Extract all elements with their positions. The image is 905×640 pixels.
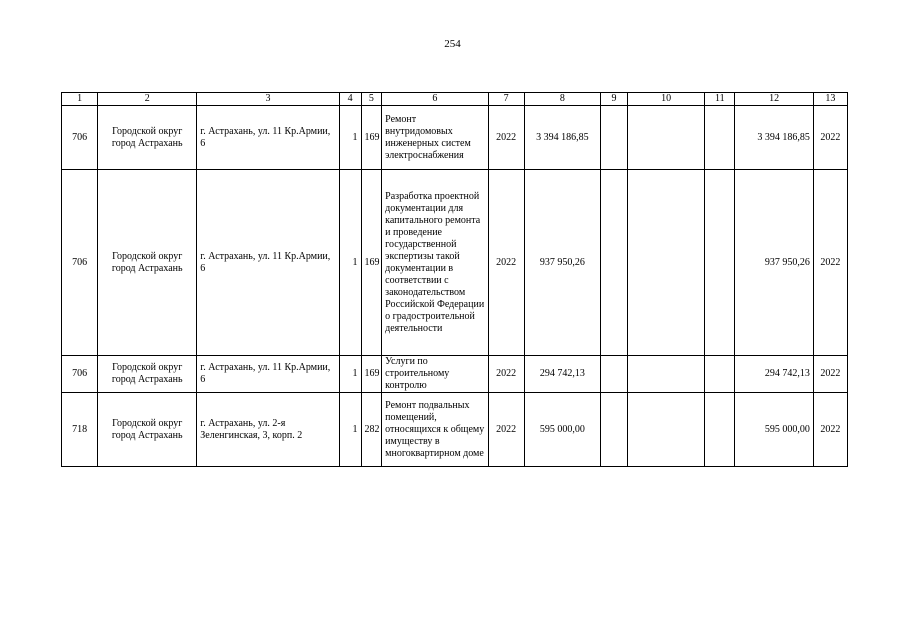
- column-number-2: 2: [98, 93, 197, 106]
- cell-total: 3 394 186,85: [735, 106, 813, 170]
- cell-end-year: 2022: [813, 170, 847, 356]
- table-row: [62, 106, 848, 170]
- column-number-11: 11: [705, 93, 735, 106]
- cell-col11: [705, 170, 735, 356]
- cell-col9: [601, 106, 628, 170]
- column-number-row: [62, 93, 848, 106]
- cell-work-type: Разработка проектной документации для капитального ремонта и проведение государственной экспертизы такой документации в соответствии с законодательством Российской Федерации о градостроительной деятельности: [382, 170, 488, 356]
- cell-municipality: Городской округ город Астрахань: [98, 106, 197, 170]
- column-number-10: 10: [627, 93, 704, 106]
- column-number-4: 4: [339, 93, 361, 106]
- cell-col11: [705, 356, 735, 393]
- cell-address: г. Астрахань, ул. 11 Кр.Армии, 6: [197, 106, 340, 170]
- cell-col11: [705, 393, 735, 467]
- cell-col10: [627, 106, 704, 170]
- cell-year: 2022: [488, 393, 524, 467]
- cell-cost: 294 742,13: [524, 356, 600, 393]
- cell-address: г. Астрахань, ул. 11 Кр.Армии, 6: [197, 170, 340, 356]
- cell-total: 294 742,13: [735, 356, 813, 393]
- column-number-8: 8: [524, 93, 600, 106]
- cell-col5: 282: [361, 393, 382, 467]
- cell-total: 937 950,26: [735, 170, 813, 356]
- cell-work-type: Ремонт внутридомовых инженерных систем электроснабжения: [382, 106, 488, 170]
- column-number-13: 13: [813, 93, 847, 106]
- cell-col10: [627, 356, 704, 393]
- cell-col10: [627, 170, 704, 356]
- cell-number: 718: [62, 393, 98, 467]
- cell-col9: [601, 170, 628, 356]
- table-row: [62, 356, 848, 393]
- cell-col4: 1: [339, 106, 361, 170]
- cell-col4: 1: [339, 393, 361, 467]
- cell-work-type: Ремонт подвальных помещений, относящихся к общему имуществу в многоквартирном доме: [382, 393, 488, 467]
- cell-col5: 169: [361, 170, 382, 356]
- cell-number: 706: [62, 106, 98, 170]
- table-row: [62, 393, 848, 467]
- cell-end-year: 2022: [813, 106, 847, 170]
- column-number-3: 3: [197, 93, 340, 106]
- cell-total: 595 000,00: [735, 393, 813, 467]
- cell-work-type: Услуги по строительному контролю: [382, 356, 488, 393]
- cell-col4: 1: [339, 170, 361, 356]
- cell-col9: [601, 356, 628, 393]
- repair-schedule-table: [61, 92, 848, 467]
- column-number-12: 12: [735, 93, 813, 106]
- column-number-9: 9: [601, 93, 628, 106]
- table-row: [62, 170, 848, 356]
- cell-year: 2022: [488, 170, 524, 356]
- cell-col10: [627, 393, 704, 467]
- cell-address: г. Астрахань, ул. 11 Кр.Армии, 6: [197, 356, 340, 393]
- cell-number: 706: [62, 170, 98, 356]
- cell-col4: 1: [339, 356, 361, 393]
- cell-col5: 169: [361, 356, 382, 393]
- column-number-6: 6: [382, 93, 488, 106]
- cell-cost: 937 950,26: [524, 170, 600, 356]
- cell-end-year: 2022: [813, 356, 847, 393]
- cell-municipality: Городской округ город Астрахань: [98, 393, 197, 467]
- cell-col11: [705, 106, 735, 170]
- column-number-7: 7: [488, 93, 524, 106]
- cell-municipality: Городской округ город Астрахань: [98, 170, 197, 356]
- cell-col5: 169: [361, 106, 382, 170]
- cell-cost: 3 394 186,85: [524, 106, 600, 170]
- column-number-5: 5: [361, 93, 382, 106]
- cell-address: г. Астрахань, ул. 2-я Зеленгинская, 3, корп. 2: [197, 393, 340, 467]
- cell-municipality: Городской округ город Астрахань: [98, 356, 197, 393]
- cell-col9: [601, 393, 628, 467]
- cell-number: 706: [62, 356, 98, 393]
- cell-year: 2022: [488, 356, 524, 393]
- cell-end-year: 2022: [813, 393, 847, 467]
- page-number: 254: [444, 38, 461, 50]
- column-number-1: 1: [62, 93, 98, 106]
- cell-year: 2022: [488, 106, 524, 170]
- cell-cost: 595 000,00: [524, 393, 600, 467]
